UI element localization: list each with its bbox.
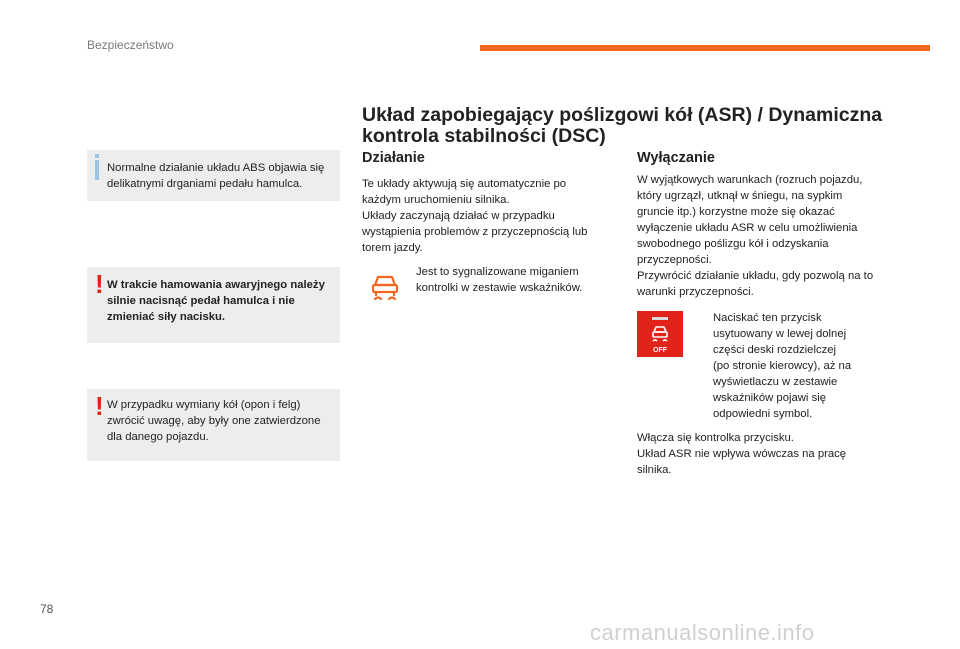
step-line: (po stronie kierowcy), aż na [713, 360, 852, 372]
signal-paragraph [416, 264, 616, 296]
operation-paragraph [362, 176, 612, 256]
deactivation-paragraph [637, 172, 917, 300]
deactivation-line: warunki przyczepności. [637, 286, 754, 298]
notice-emergency-braking [87, 267, 340, 343]
step-line: wskaźników pojawi się [713, 392, 827, 404]
deactivation-line: swobodnego poślizgu kół i odzyskania [637, 238, 829, 250]
result-line: silnika. [637, 464, 672, 476]
deactivation-title: Wyłączanie [637, 150, 715, 166]
header-section-label: Bezpieczeństwo [87, 38, 174, 52]
step-line: usytuowany w lewej dolnej [713, 328, 847, 340]
watermark: carmanualsonline.info [590, 620, 815, 645]
operation-line: każdym uruchomieniu silnika. [362, 194, 510, 206]
off-label: OFF [653, 347, 667, 354]
step-line: Naciskać ten przycisk [713, 312, 822, 324]
deactivation-line: gruncie itp.) korzystne może się okazać [637, 206, 835, 218]
signal-line: Jest to sygnalizowane miganiem [416, 266, 579, 278]
step-line: odpowiedni symbol. [713, 408, 813, 420]
warning-icon: ! [95, 269, 104, 299]
page-number: 78 [40, 602, 54, 616]
main-title-line2: kontrola stabilności (DSC) [362, 125, 606, 147]
deactivation-line: wyłączenie układu ASR w celu umożliwienia [637, 222, 858, 234]
result-line: Układ ASR nie wpływa wówczas na pracę [637, 448, 847, 460]
main-title [362, 105, 922, 147]
notice-emergency-text: W trakcie hamowania awaryjnego należy silnie nacisnąć pedał hamulca i nie zmieniać siły nacisku. [107, 279, 325, 323]
skid-warning-icon [367, 268, 403, 304]
operation-title: Działanie [362, 150, 425, 166]
step-line: wyświetlaczu w zestawie [713, 376, 838, 388]
notice-abs-info [87, 150, 340, 201]
dsc-off-button-icon [637, 311, 683, 357]
main-title-line1: Układ zapobiegający poślizgowi kół (ASR) / Dynamiczna [362, 104, 883, 126]
operation-line: Układy zaczynają działać w przypadku [362, 210, 555, 222]
warning-icon: ! [95, 391, 104, 421]
header-accent-bar [480, 45, 930, 51]
deactivation-line: który ugrzązł, utknął w śniegu, na sypkim [637, 190, 843, 202]
deactivation-line: W wyjątkowych warunkach (rozruch pojazdu, [637, 174, 863, 186]
operation-line: Te układy aktywują się automatycznie po [362, 178, 567, 190]
info-icon [95, 160, 99, 180]
signal-line: kontrolki w zestawie wskaźników. [416, 282, 583, 294]
operation-line: wystąpienia problemów z przyczepnością lub [362, 226, 588, 238]
result-paragraph [637, 430, 917, 478]
skid-car-icon [637, 311, 683, 357]
step-line: części deski rozdzielczej [713, 344, 837, 356]
operation-line: torem jazdy. [362, 242, 423, 254]
result-line: Włącza się kontrolka przycisku. [637, 432, 794, 444]
deactivation-line: przyczepności. [637, 254, 712, 266]
notice-wheel-replacement [87, 389, 340, 461]
notice-abs-text: Normalne działanie układu ABS objawia się delikatnymi drganiami pedału hamulca. [107, 162, 325, 190]
notice-wheel-text: W przypadku wymiany kół (opon i felg) zwrócić uwagę, aby były one zatwierdzone dla danego pojazdu. [107, 399, 321, 443]
deactivation-line: Przywrócić działanie układu, gdy pozwolą na to [637, 270, 874, 282]
step-paragraph [713, 310, 913, 422]
